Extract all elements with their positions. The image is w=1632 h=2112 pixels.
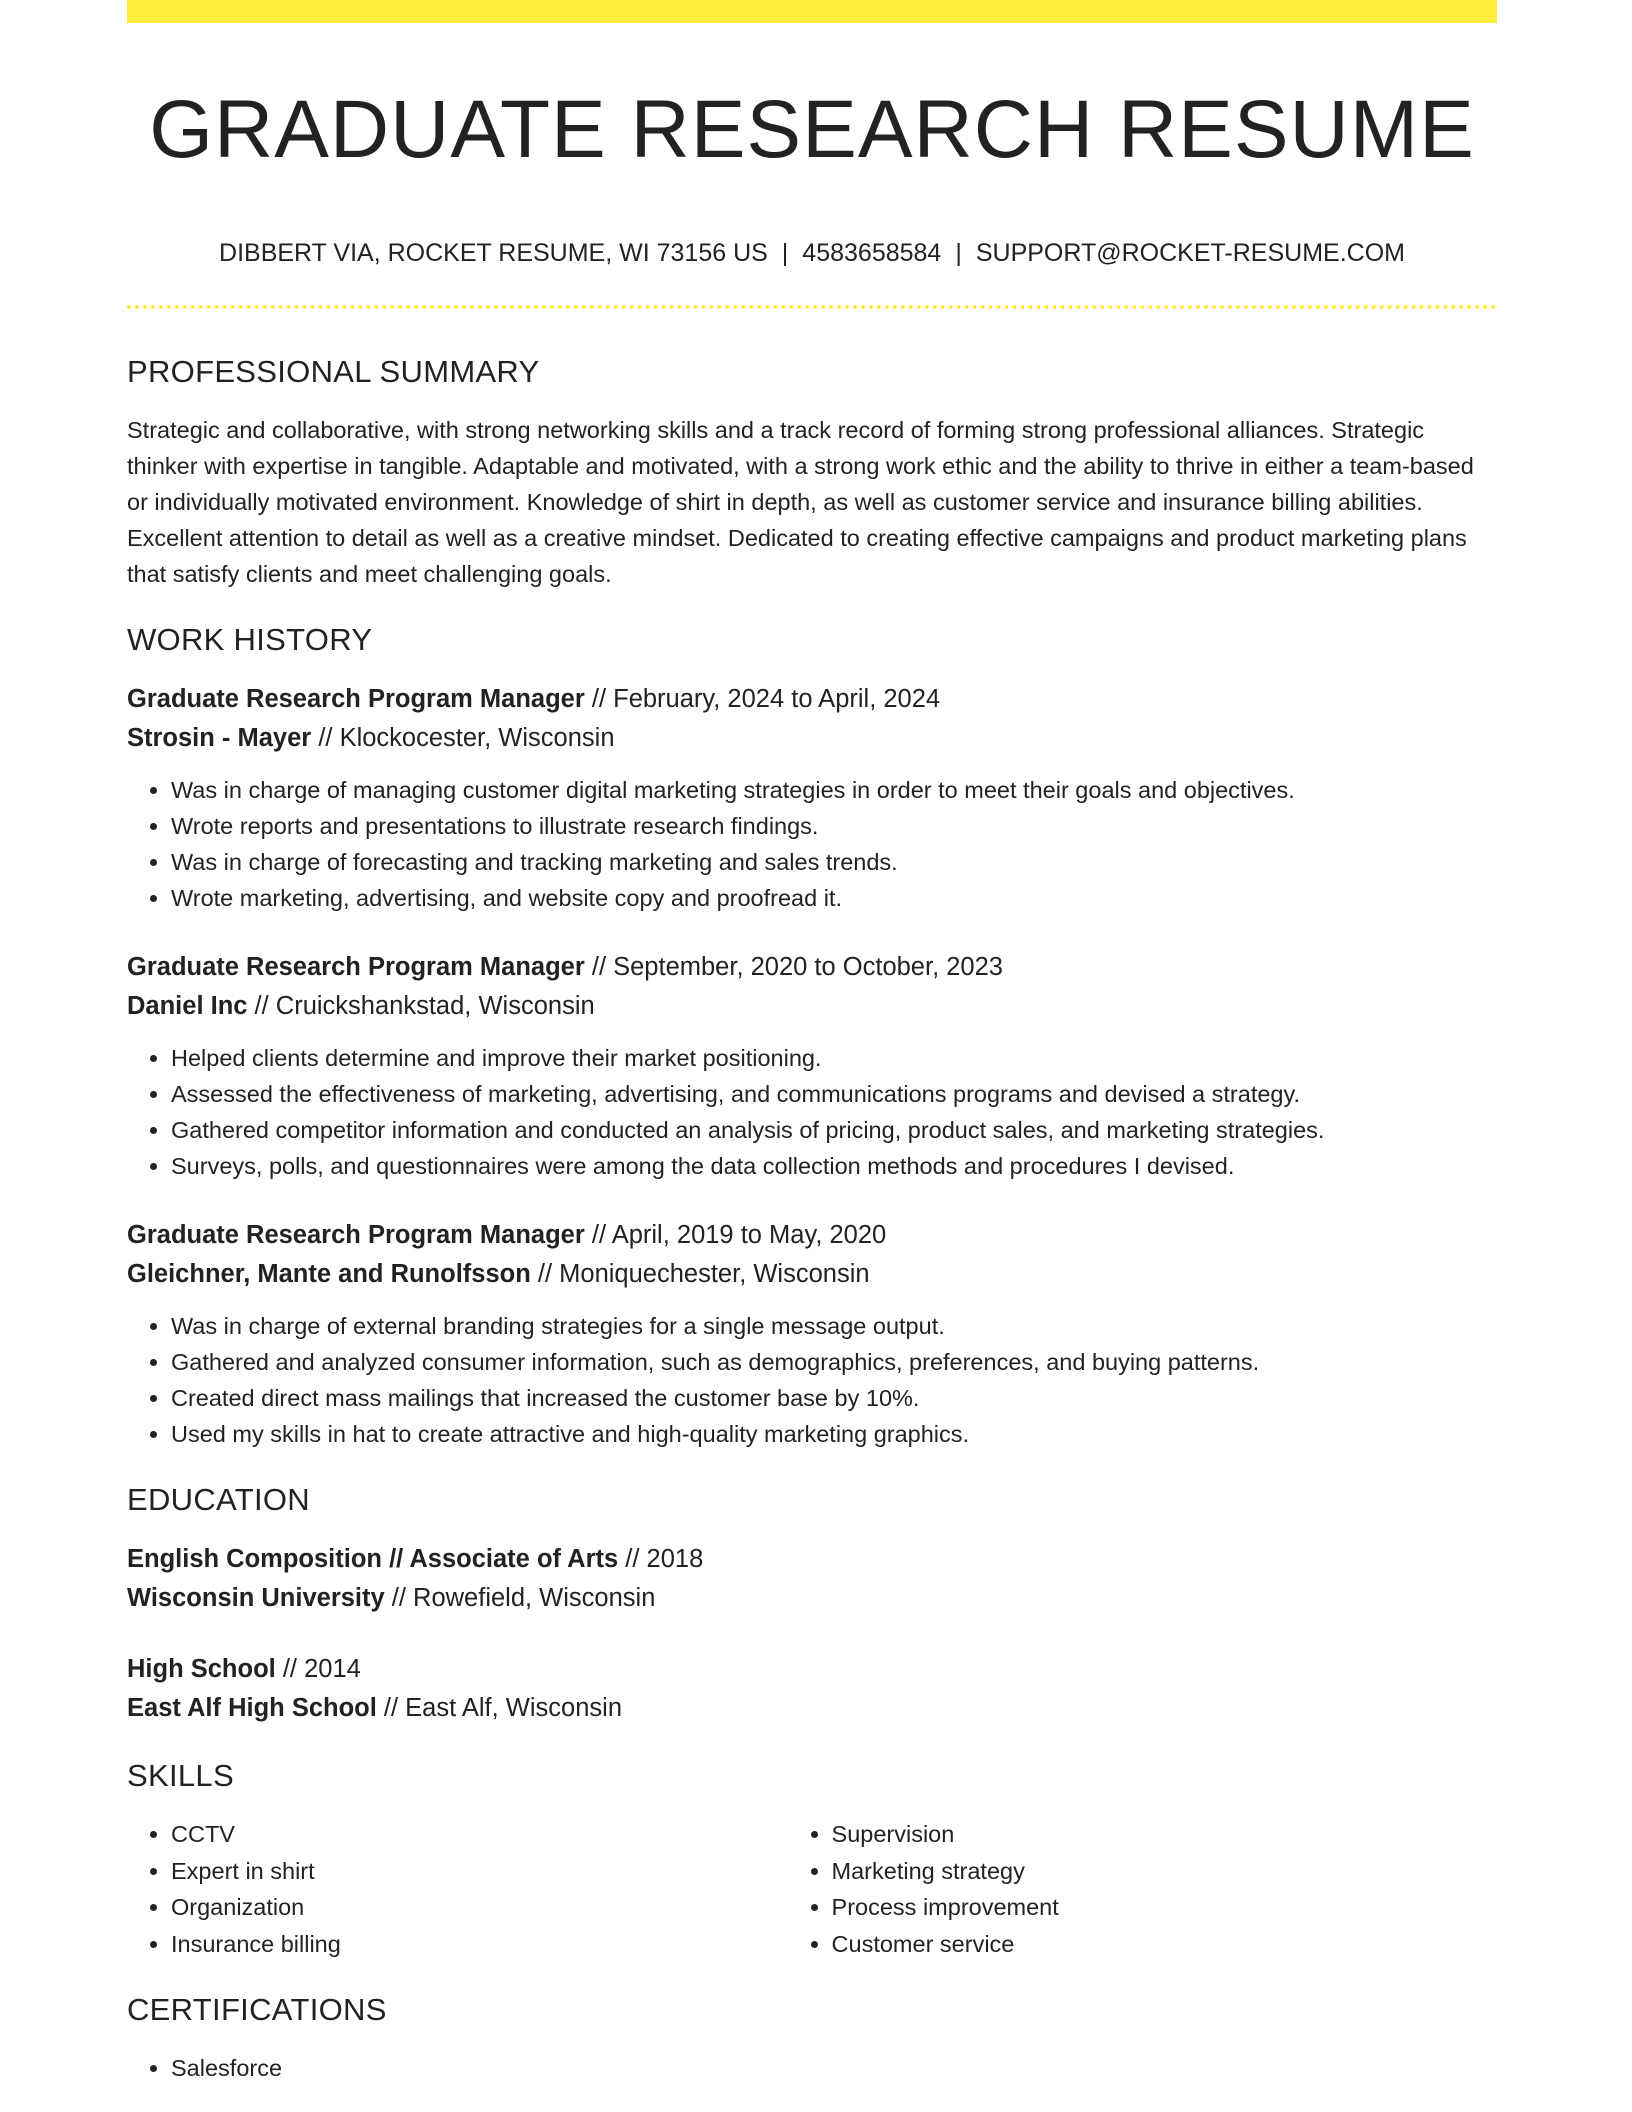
- work-company: Daniel Inc: [127, 992, 248, 1020]
- summary-heading: PROFESSIONAL SUMMARY: [127, 354, 540, 389]
- work-company: Strosin - Mayer: [127, 724, 312, 752]
- education-school-line: [127, 1579, 1497, 1618]
- work-bullets: [127, 1308, 1497, 1452]
- education-year: // 2018: [625, 1545, 704, 1573]
- work-location: // Moniquechester, Wisconsin: [537, 1260, 870, 1288]
- list-item: • Expert in shirt: [171, 1853, 788, 1890]
- education-school: East Alf High School: [127, 1694, 377, 1722]
- work-bullets: [127, 772, 1497, 916]
- skills-list-left: [127, 1816, 788, 1962]
- contact-phone[interactable]: 4583658584: [802, 239, 942, 267]
- education-year: // 2014: [282, 1655, 361, 1683]
- education-degree: High School: [127, 1655, 276, 1683]
- contact-email[interactable]: SUPPORT@ROCKET-RESUME.COM: [975, 239, 1405, 267]
- education-location: // Rowefield, Wisconsin: [391, 1584, 656, 1612]
- work-bullets: [127, 1040, 1497, 1184]
- work-heading: WORK HISTORY: [127, 622, 373, 657]
- list-item: • Organization: [171, 1889, 788, 1926]
- work-dates: // April, 2019 to May, 2020: [591, 1221, 887, 1249]
- education-section: [127, 1480, 1497, 1728]
- work-dates: // September, 2020 to October, 2023: [591, 953, 1003, 981]
- work-role: Graduate Research Program Manager: [127, 1221, 585, 1249]
- contact-line: [127, 236, 1497, 270]
- work-role: Graduate Research Program Manager: [127, 953, 585, 981]
- work-section: [127, 620, 1497, 1452]
- work-company-line: [127, 719, 1497, 758]
- work-role-line: [127, 1216, 1497, 1255]
- work-entry: [127, 948, 1497, 1184]
- list-item: • Surveys, polls, and questionnaires were among the data collection methods and procedures I devised.: [171, 1148, 1497, 1184]
- list-item: • Used my skills in hat to create attractive and high-quality marketing graphics.: [171, 1416, 1497, 1452]
- work-dates: // February, 2024 to April, 2024: [591, 685, 941, 713]
- skills-columns: [127, 1816, 1497, 1962]
- education-entry: [127, 1650, 1497, 1728]
- summary-section: [127, 352, 1497, 592]
- education-school-line: [127, 1689, 1497, 1728]
- list-item: • Process improvement: [832, 1889, 1497, 1926]
- contact-address: DIBBERT VIA, ROCKET RESUME, WI 73156 US: [219, 239, 768, 267]
- education-location: // East Alf, Wisconsin: [383, 1694, 623, 1722]
- list-item: • Wrote reports and presentations to illustrate research findings.: [171, 808, 1497, 844]
- education-degree-line: [127, 1540, 1497, 1579]
- contact-separator: |: [955, 239, 962, 267]
- list-item: • Gathered competitor information and conducted an analysis of pricing, product sales, and marketing strategies.: [171, 1112, 1497, 1148]
- list-item: • Wrote marketing, advertising, and website copy and proofread it.: [171, 880, 1497, 916]
- work-role-line: [127, 948, 1497, 987]
- work-company-line: [127, 1255, 1497, 1294]
- list-item: • Was in charge of forecasting and tracking marketing and sales trends.: [171, 844, 1497, 880]
- certifications-heading: CERTIFICATIONS: [127, 1992, 387, 2027]
- list-item: • Assessed the effectiveness of marketing, advertising, and communications programs and devised a strategy.: [171, 1076, 1497, 1112]
- education-degree: English Composition // Associate of Arts: [127, 1545, 619, 1573]
- work-company: Gleichner, Mante and Runolfsson: [127, 1260, 531, 1288]
- education-entry: [127, 1540, 1497, 1618]
- certifications-list: [127, 2050, 1497, 2086]
- work-company-line: [127, 987, 1497, 1026]
- work-role-line: [127, 680, 1497, 719]
- work-location: // Cruickshankstad, Wisconsin: [254, 992, 595, 1020]
- education-heading: EDUCATION: [127, 1482, 310, 1517]
- skills-section: [127, 1756, 1497, 1962]
- list-item: • Insurance billing: [171, 1926, 788, 1963]
- work-entry: [127, 1216, 1497, 1452]
- list-item: • Customer service: [832, 1926, 1497, 1963]
- education-school: Wisconsin University: [127, 1584, 385, 1612]
- resume-content: [127, 352, 1497, 2086]
- page-title: GRADUATE RESEARCH RESUME: [149, 84, 1475, 175]
- list-item: • Was in charge of managing customer digital marketing strategies in order to meet their goals and objectives.: [171, 772, 1497, 808]
- list-item: • Helped clients determine and improve their market positioning.: [171, 1040, 1497, 1076]
- list-item: • Marketing strategy: [832, 1853, 1497, 1890]
- work-role: Graduate Research Program Manager: [127, 685, 585, 713]
- list-item: • CCTV: [171, 1816, 788, 1853]
- dotted-divider: [127, 305, 1497, 309]
- work-entry: [127, 680, 1497, 916]
- list-item: • Created direct mass mailings that increased the customer base by 10%.: [171, 1380, 1497, 1416]
- education-degree-line: [127, 1650, 1497, 1689]
- skills-list-right: [788, 1816, 1497, 1962]
- list-item: • Salesforce: [171, 2050, 1497, 2086]
- contact-separator: |: [781, 239, 789, 267]
- work-location: // Klockocester, Wisconsin: [318, 724, 615, 752]
- list-item: • Was in charge of external branding strategies for a single message output.: [171, 1308, 1497, 1344]
- summary-text: Strategic and collaborative, with strong networking skills and a track record of forming strong professional alliances. Strategic thinker with expertise in tangible. Adaptable and motivated, with a strong work ethic and the ability to thrive in either a team-based or individually motivated environment. Knowledge of shirt in depth, as well as customer service and insurance billing abilities. Excellent attention to detail as well as a creative mindset. Dedicated to creating effective campaigns and product marketing plans that satisfy clients and meet challenging goals.: [127, 417, 1474, 587]
- accent-bar: [127, 0, 1497, 23]
- skills-heading: SKILLS: [127, 1758, 234, 1793]
- list-item: • Supervision: [832, 1816, 1497, 1853]
- list-item: • Gathered and analyzed consumer information, such as demographics, preferences, and buying patterns.: [171, 1344, 1497, 1380]
- certifications-section: [127, 1990, 1497, 2086]
